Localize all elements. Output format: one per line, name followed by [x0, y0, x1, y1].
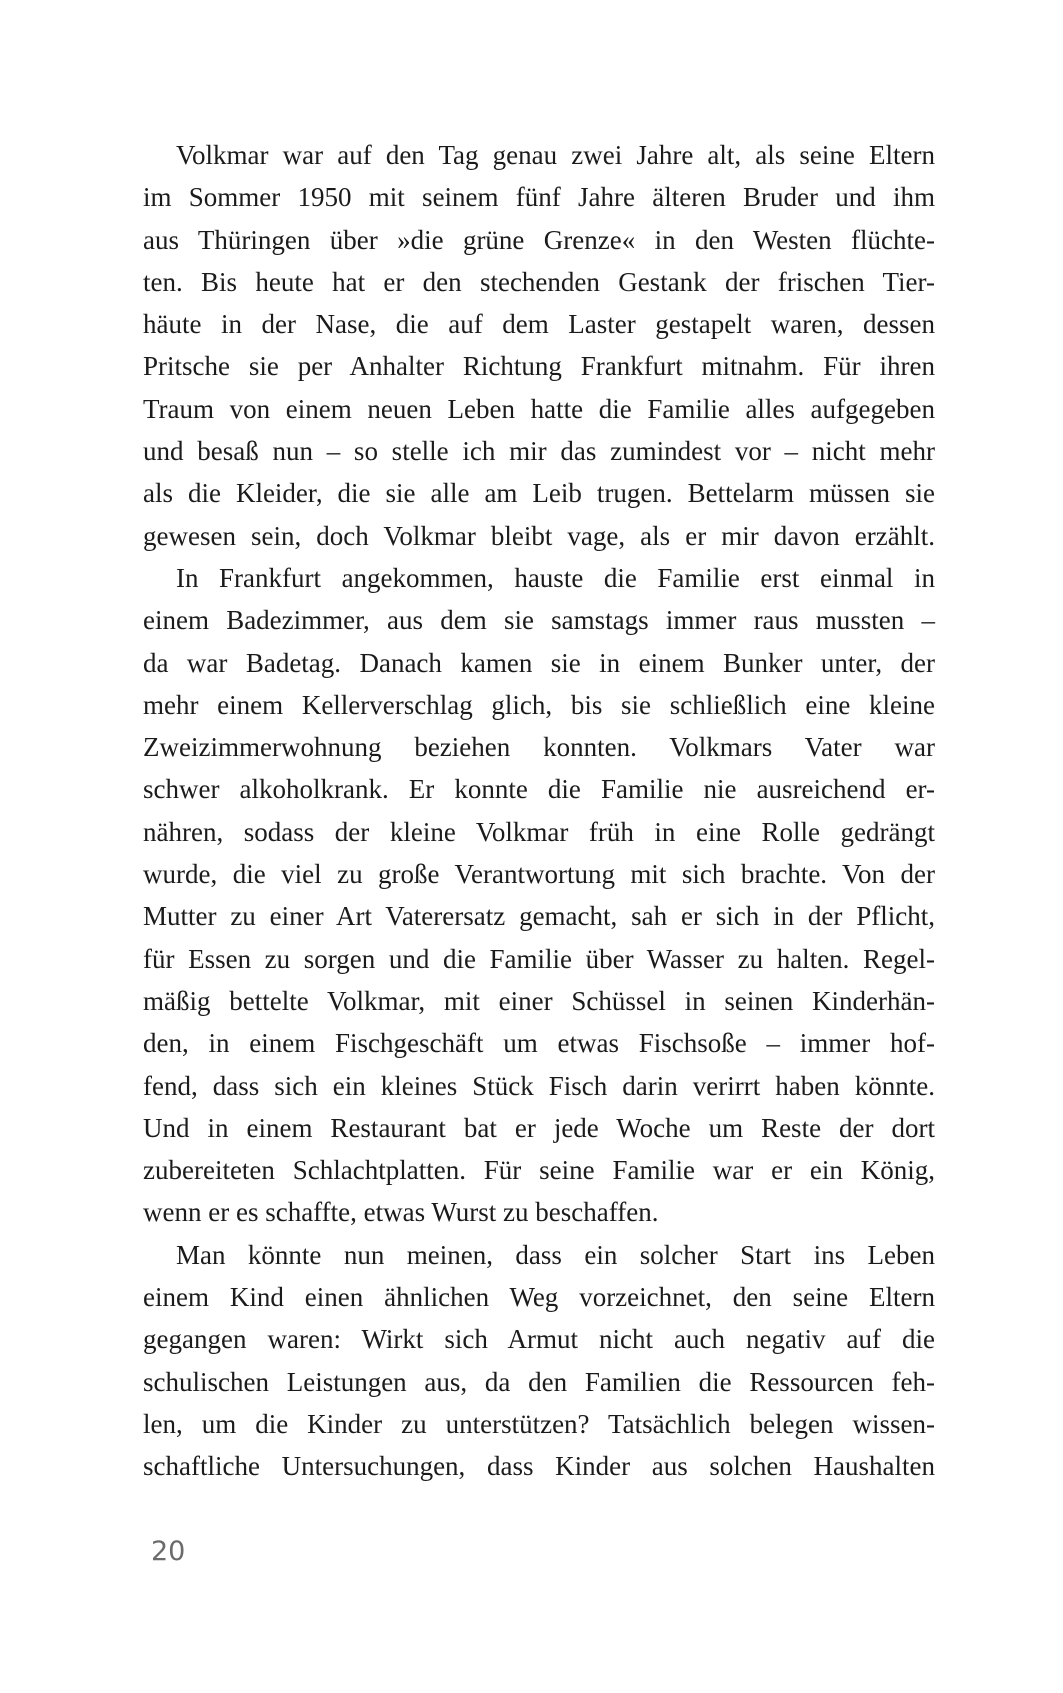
text-line: Traum von einem neuen Leben hatte die Familie alles aufgegeben [143, 393, 935, 424]
text-line: für Essen zu sorgen und die Familie über Wasser zu halten. Regel- [143, 943, 935, 974]
text-line: gegangen waren: Wirkt sich Armut nicht auch negativ auf die [143, 1324, 935, 1355]
text-line: Volkmar war auf den Tag genau zwei Jahre alt, als seine Eltern [176, 140, 935, 170]
text-block [143, 134, 935, 1488]
text-line: einem Badezimmer, aus dem sie samstags immer raus mussten – [143, 605, 935, 636]
text-line: schwer alkoholkrank. Er konnte die Familie nie ausreichend er- [143, 774, 935, 805]
text-line: fend, dass sich ein kleines Stück Fisch darin verirrt haben könnte. [143, 1070, 935, 1101]
text-line: In Frankfurt angekommen, hauste die Familie erst einmal in [176, 562, 935, 593]
text-line: mäßig bettelte Volkmar, mit einer Schüssel in seinen Kinderhän- [143, 985, 935, 1016]
text-line: den, in einem Fischgeschäft um etwas Fischsoße – immer hof- [143, 1028, 935, 1059]
text-line: Zweizimmerwohnung beziehen konnten. Volkmars Vater war [143, 732, 935, 763]
text-line: einem Kind einen ähnlichen Weg vorzeichnet, den seine Eltern [143, 1282, 935, 1313]
text-line: im Sommer 1950 mit seinem fünf Jahre älteren Bruder und ihm [143, 182, 935, 213]
text-line: nähren, sodass der kleine Volkmar früh in eine Rolle gedrängt [143, 816, 935, 847]
text-line: häute in der Nase, die auf dem Laster gestapelt waren, dessen [143, 309, 935, 340]
text-line: schulischen Leistungen aus, da den Familien die Ressourcen feh- [143, 1366, 935, 1397]
text-line: als die Kleider, die sie alle am Leib trugen. Bettelarm müssen sie [143, 478, 935, 509]
text-line: gewesen sein, doch Volkmar bleibt vage, als er mir davon erzählt. [143, 520, 935, 551]
text-line: aus Thüringen über »die grüne Grenze« in den Westen flüchte- [143, 224, 935, 255]
text-line: und besaß nun – so stelle ich mir das zumindest vor – nicht mehr [143, 436, 935, 467]
text-line: da war Badetag. Danach kamen sie in einem Bunker unter, der [143, 647, 935, 678]
text-line: wurde, die viel zu große Verantwortung mit sich brachte. Von der [143, 859, 935, 890]
text-line: zubereiteten Schlachtplatten. Für seine Familie war er ein König, [143, 1155, 935, 1186]
text-line: Und in einem Restaurant bat er jede Woche um Reste der dort [143, 1112, 935, 1143]
text-line: ten. Bis heute hat er den stechenden Gestank der frischen Tier- [143, 266, 935, 297]
text-line: Pritsche sie per Anhalter Richtung Frankfurt mitnahm. Für ihren [143, 351, 935, 382]
text-line: mehr einem Kellerverschlag glich, bis sie schließlich eine kleine [143, 689, 935, 720]
text-line: len, um die Kinder zu unterstützen? Tatsächlich belegen wissen- [143, 1408, 935, 1439]
text-line: schaftliche Untersuchungen, dass Kinder aus solchen Haushalten [143, 1451, 935, 1482]
text-line: Man könnte nun meinen, dass ein solcher Start ins Leben [176, 1239, 935, 1270]
page-number: 20 [151, 1536, 186, 1567]
text-line: wenn er es schaffte, etwas Wurst zu beschaffen. [143, 1197, 659, 1228]
text-line: Mutter zu einer Art Vaterersatz gemacht, sah er sich in der Pflicht, [143, 901, 935, 932]
